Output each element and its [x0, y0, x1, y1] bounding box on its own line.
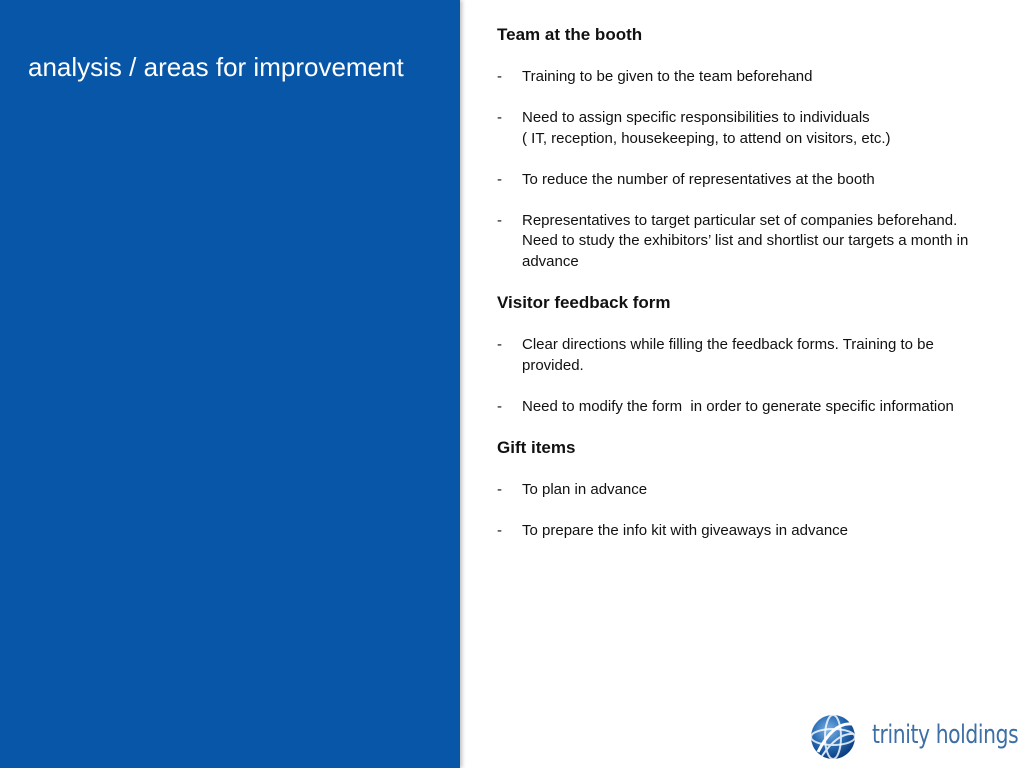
globe-logo-icon [808, 712, 860, 762]
bullet-item [497, 521, 997, 542]
bullet-text: To reduce the number of representatives at the booth [522, 170, 875, 188]
company-logo [808, 712, 1020, 762]
bullet-text: To plan in advance [522, 481, 648, 498]
bullet-dash: - [497, 522, 502, 539]
bullet-item [497, 397, 997, 418]
logo-wordmark: trinity holdings [872, 720, 1019, 750]
bullet-list [497, 67, 997, 272]
bullet-text: To prepare the info kit with giveaways in advance [522, 522, 849, 539]
section-gift-items [497, 437, 997, 542]
bullet-list [497, 480, 997, 542]
bullet-text: Need to assign specific responsibilities to individuals ( IT, reception, housekeeping, to attend on visitors, etc.) [522, 109, 891, 147]
bullet-dash: - [497, 336, 502, 353]
bullet-dash: - [497, 68, 502, 85]
bullet-item [497, 211, 997, 273]
bullet-item [497, 480, 997, 501]
bullet-item [497, 170, 997, 191]
bullet-dash: - [497, 211, 502, 229]
section-heading: Gift items [497, 438, 576, 457]
title-panel [0, 0, 460, 768]
section-team-at-booth [497, 24, 997, 272]
bullet-text: Training to be given to the team beforehand [522, 68, 813, 85]
bullet-dash: - [497, 109, 502, 126]
bullet-dash: - [497, 481, 502, 498]
bullet-text: Representatives to target particular set of companies beforehand. Need to study the exhibitors’ list and shortlist our targets a month in advance [522, 211, 973, 270]
slide-title: analysis / areas for improvement [28, 52, 404, 82]
section-visitor-feedback [497, 292, 997, 417]
bullet-text: Need to modify the form in order to generate specific information [522, 397, 954, 415]
content-area [497, 24, 997, 562]
bullet-item [497, 67, 997, 88]
bullet-dash: - [497, 397, 502, 415]
bullet-text: Clear directions while filling the feedback forms. Training to be provided. [522, 336, 939, 374]
bullet-item [497, 335, 997, 376]
section-heading: Team at the booth [497, 25, 643, 44]
section-heading: Visitor feedback form [497, 293, 671, 312]
bullet-item [497, 108, 997, 149]
bullet-list [497, 335, 997, 417]
bullet-dash: - [497, 170, 502, 188]
